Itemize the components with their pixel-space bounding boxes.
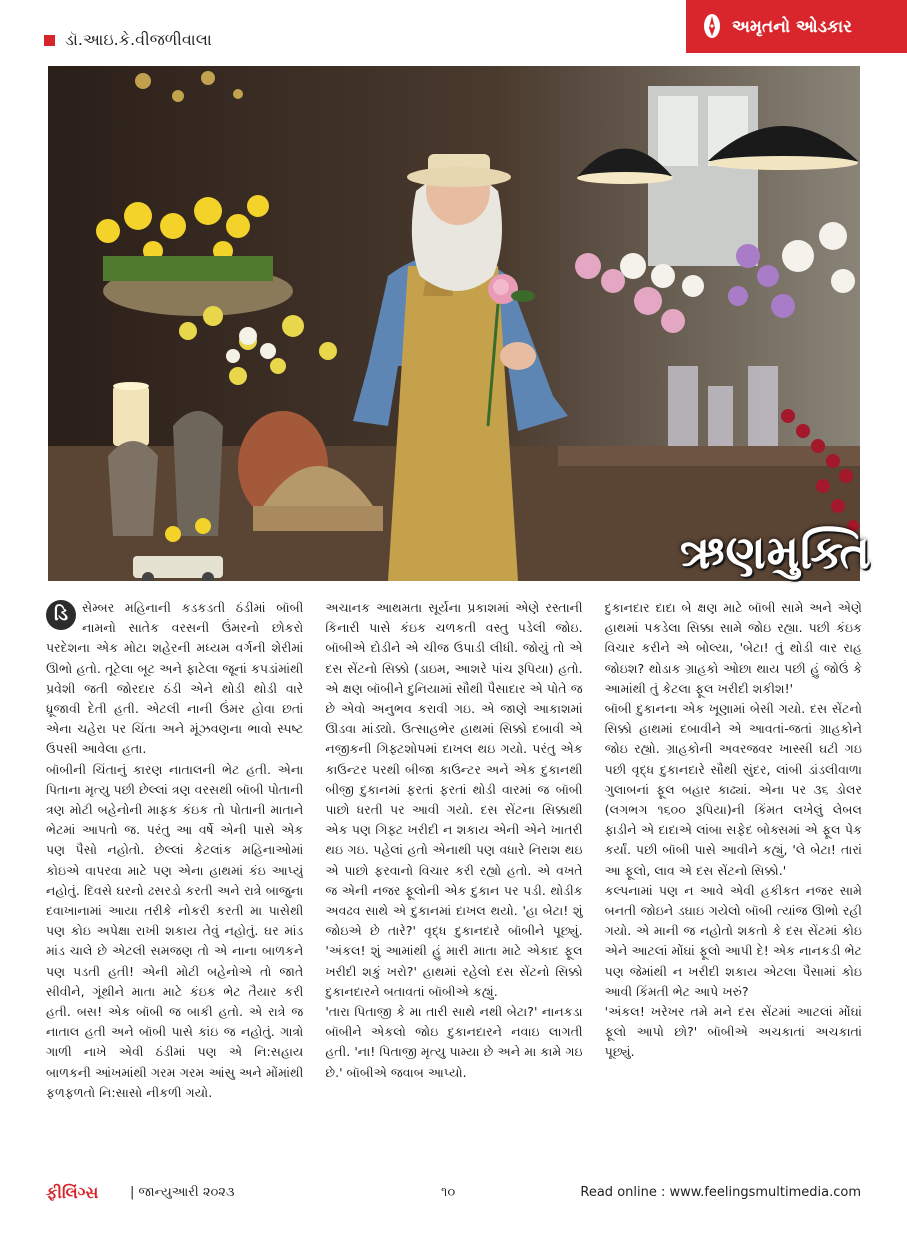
magazine-logo: ફીલિંગ્સ xyxy=(46,1183,99,1202)
section-tag xyxy=(686,0,907,53)
read-online-link[interactable]: Read online : www.feelingsmultimedia.com xyxy=(580,1185,861,1200)
article-title: ઋણમુક્તિ xyxy=(679,525,871,579)
drop-cap: ડિ xyxy=(46,600,76,630)
paragraph: બૉબી દુકાનના એક ખૂણામાં બેસી ગયો. દસ સેંટનો સિક્કો હાથમાં દબાવીને એ આવતાં-જતાં ગ્રાહકોને જોઇ રહ્યો. ગ્રાહકોની અવરજવર ખાસ્સી ઘટી ગઇ પછી વૃદ્ધ દુકાનદારે સૌથી સુંદર, લાંબી ડાંડલીવાળા ગુલાબનાં ફૂલ બહાર કાઢ્યાં. એના પર ૩૬ ડોલર (લગભગ ૧૬૦૦ રૂપિયા)ની કિંમત લખેલું લેબલ ફાડીને એ દાદાએ લાંબા સફેદ બોક્સમાં એ ફૂલ પેક કર્યાં. પછી બૉબી પાસે આવીને કહ્યું, 'લે બેટા! તારાં આ ફૂલો, લાવ એ દસ સેંટનો સિક્કો.' xyxy=(604,701,862,878)
article-column-2 xyxy=(325,598,582,1168)
article-column-3 xyxy=(605,598,862,1168)
author-byline xyxy=(44,30,212,50)
paragraph: 'અંકલ! ખરેખર તમે મને દસ સેંટમાં આટલાં મોંઘાં ફૂલો આપો છો?' બૉબીએ અચકાતાં અચકાતાં પૂછ્યું. xyxy=(604,1004,862,1060)
section-tag-label: અમૃતનો ઓડકાર xyxy=(732,16,852,37)
paragraph: બૉબીની ચિંતાનું કારણ નાતાલની ભેટ હતી. એના પિતાના મૃત્યુ પછી છેલ્લાં ત્રણ વરસથી બૉબી પોતાની ત્રણ મોટી બહેનોની માફક કંઇક તો પોતાની માતાને ભેટમાં આપતો જ. પરંતુ આ વર્ષે એની પાસે એક પણ પૈસો નહોતો. છેલ્લાં કેટલાંક મહિનાઓમાં કોઇએ વાપરવા માટે પણ એના હાથમાં કંઇ આપ્યું નહોતું. દિવસે ઘરનો ઢસરડો કરતી અને રાત્રે બાજુના દવાખાનામાં આયા તરીકે નોકરી કરતી મા પાસેથી પણ કોઇ અપેક્ષા રાખી શકાય તેવું નહોતું. ઘર માંડ માંડ ચાલે છે એટલી સમજણ તો એ નાના બાળકને પણ પડતી હતી! એની મોટી બહેનોએ તો જાતે સીવીને, ગૂંથીને માતા માટે કંઇક ભેટ તૈયાર કરી હતી. બસ! એક બૉબી જ બાકી હતો. એ રાત્રે જ નાતાલ હતી અને બૉબી પાસે કાંઇ જ નહોતું. ગાત્રો ગાળી નાખે એવી ઠંડીમાં પણ એ નિ:સહાય બાળકની આંખમાંથી ગરમ ગરમ આંસુ અને મોંમાંથી ફળફળતો નિ:સાસો નીકળી ગયો. xyxy=(46,761,304,1100)
page-footer xyxy=(46,1183,861,1207)
article-body xyxy=(46,598,862,1168)
paragraph: અચાનક આથમતા સૂર્યના પ્રકાશમાં એણે રસ્તાની કિનારી પાસે કંઇક ચળકતી વસ્તુ પડેલી જોઇ. બૉબીએ દોડીને એ ચીજ ઉપાડી લીધી. જોયું તો એ દસ સેંટનો સિક્કો (ડાઇમ, આશરે પાંચ રૂપિયા) હતો. એ ક્ષણ બૉબીને દુનિયામાં સૌથી પૈસાદાર એ પોતે જ છે એવો અનુભવ કરાવી ગઇ. એ જાણે આકાશમાં ઊડવા માંડ્યો. ઉત્સાહભેર હાથમાં સિક્કો દબાવી એ નજીકની ગિફ્ટશોપમાં દાખલ થઇ ગયો. પરંતુ એક કાઉન્ટર પરથી બીજા કાઉન્ટર અને એક દુકાનથી બીજી દુકાનમાં ફરતાં ફરતાં થોડી વારમાં જ બૉબી પાછો ધરતી પર આવી ગયો. દસ સેંટના સિક્કાથી એક પણ ગિફ્ટ ખરીદી ન શકાય એની એને ખાતરી થઇ ગઇ. પહેલાં હતો એનાથી પણ વધારે નિરાશ થઇ એ પાછો ફરવાનો વિચાર કરી રહ્યો હતો. એ વખતે જ એની નજર ફૂલોની એક દુકાન પર પડી. થોડીક અવઢવ સાથે એ દુકાનમાં દાખલ થયો. 'હા બેટા! શું જોઇએ છે તારે?' વૃદ્ધ દુકાનદારે બૉબીને પૂછ્યું. 'અંકલ! શું આમાંથી હું મારી માતા માટે એકાદ ફૂલ ખરીદી શકું ખરો?' હાથમાં રહેલો દસ સેંટનો સિક્કો દુકાનદારને બતાવતાં બૉબીએ કહ્યું. xyxy=(325,600,583,999)
pen-nib-icon xyxy=(702,12,722,42)
florist-photo-illustration xyxy=(48,66,860,581)
issue-date: | જાન્યુઆરી ૨૦૨૩ xyxy=(130,1185,235,1200)
bullet-square-icon xyxy=(44,35,55,46)
paragraph: 'તારા પિતાજી કે મા તારી સાથે નથી બેટા?' નાનકડા બૉબીને એકલો જોઇ દુકાનદારને નવાઇ લાગતી હતી. 'ના! પિતાજી મૃત્યુ પામ્યા છે અને મા કામે ગઇ છે.' બૉબીએ જવાબ આપ્યો. xyxy=(325,1004,583,1080)
article-photo xyxy=(48,66,860,581)
paragraph: કલ્પનામાં પણ ન આવે એવી હકીકત નજર સામે બનતી જોઇને ડઘાઇ ગયેલો બૉબી ત્યાંજ ઊભો રહી ગયો. એ માની જ નહોતો શકતો કે દસ સેંટમાં કોઇ એને આટલાં મોંઘાં ફૂલો આપી દે! એક નાનકડી ભેટ પણ જેમાંથી ન ખરીદી શકાય એટલા પૈસામાં કોઇ આવી કિંમતી ભેટ આપે ખરું? xyxy=(604,882,862,999)
paragraph: સેમ્બર મહિનાની કડકડતી ઠંડીમાં બૉબી નામનો સાતેક વરસની ઉંમરનો છોકરો પરદેશના એક મોટા શહેરની મધ્યમ વર્ગની શેરીમાં ઊભો હતો. તૂટેલા બૂટ અને ફાટેલા જૂનાં કપડાંમાંથી પ્રવેશી જતી જોરદાર ઠંડી એને થોડી થોડી વારે ધ્રૂજાવી દેતી હતી. એટલી નાની ઉંમર હોવા છતાં એના ચહેરા પર ચિંતા અને મૂંઝવણના ભાવો સ્પષ્ટ ઉપસી આવેલા હતા. xyxy=(46,600,304,757)
paragraph: દુકાનદાર દાદા બે ક્ષણ માટે બૉબી સામે અને એણે હાથમાં પકડેલા સિક્કા સામે જોઇ રહ્યા. પછી કંઇક વિચાર કરીને એ બોલ્યા, 'બેટા! તું થોડી વાર રાહ જોઇશ? થોડાક ગ્રાહકો ઓછા થાય પછી હું જોઉં કે આમાંથી તું કેટલા ફૂલ ખરીદી શકીશ!' xyxy=(604,600,862,696)
page-number: ૧૦ xyxy=(441,1185,456,1200)
author-name: ડૉ.આઇ.કે.વીજળીવાલા xyxy=(65,30,212,49)
article-column-1 xyxy=(46,598,303,1168)
